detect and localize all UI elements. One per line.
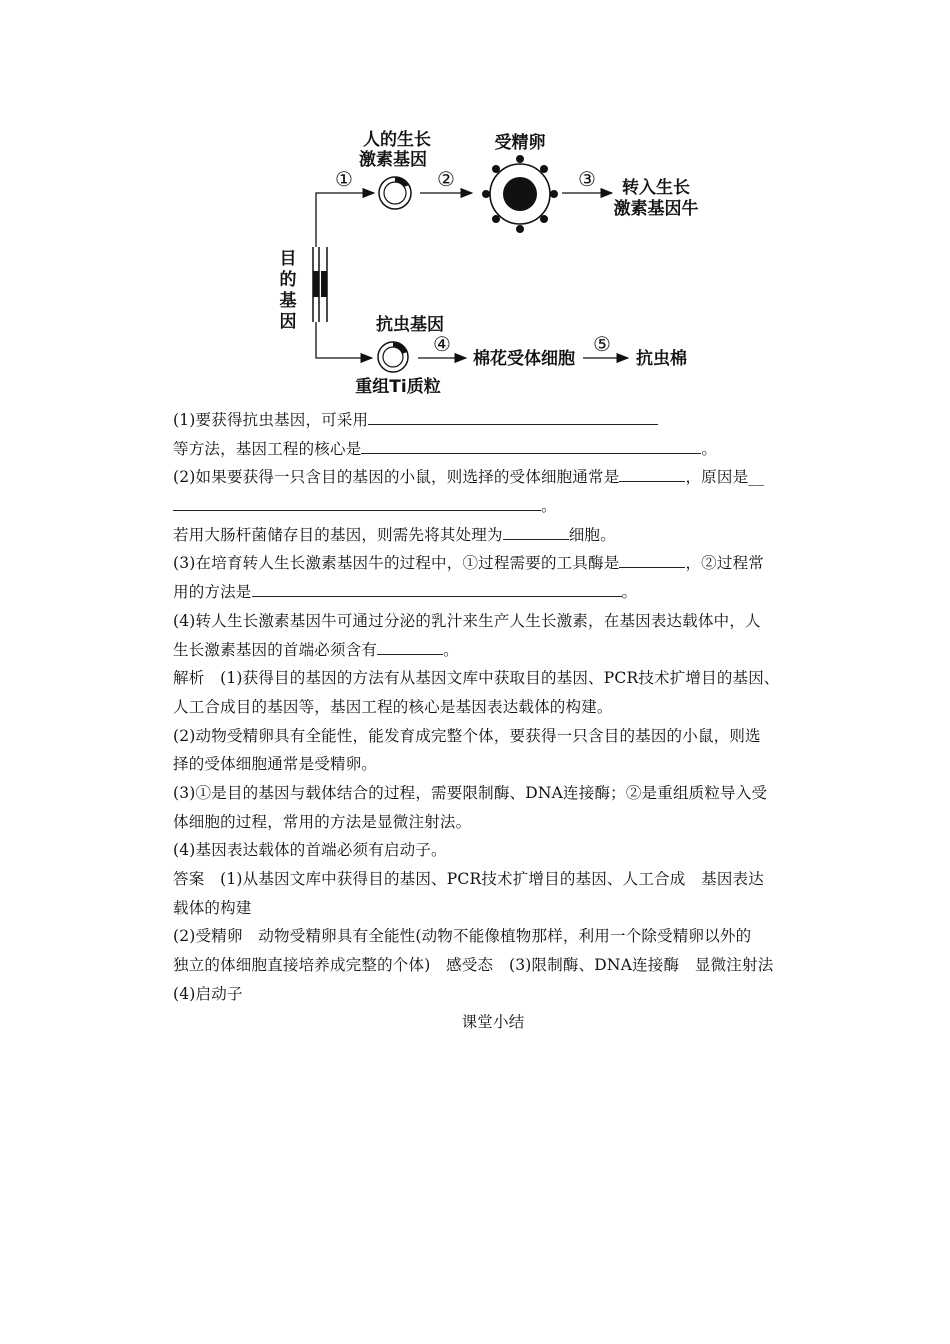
top-plasmid-label-2: 激素基因 [359, 150, 427, 170]
analysis-line: 人工合成目的基因等，基因工程的核心是基因表达载体的构建。 [173, 697, 613, 716]
gene-engineering-diagram [0, 0, 950, 400]
analysis-line: (3)①是目的基因与载体结合的过程，需要限制酶、DNA连接酶；②是重组质粒导入受 [173, 783, 768, 802]
question-and-answer-text [173, 406, 813, 1037]
branch-top-arrow [316, 193, 374, 247]
text-line: 等方法，基因工程的核心是 。 [173, 435, 813, 464]
top-product-label-1: 转入生长 [622, 178, 690, 198]
ti-plasmid-icon [378, 342, 408, 372]
answer-line: 独立的体细胞直接培养成完整的个体) 感受态 (3)限制酶、DNA连接酶 显微注射法 [173, 956, 774, 975]
bottom-plasmid-label: 重组Ti质粒 [355, 377, 441, 397]
answer-blank[interactable] [503, 523, 569, 540]
text-line: (2)如果要获得一只含目的基因的小鼠，则选择的受体细胞通常是 ，原因是__ [173, 463, 813, 492]
gene-label-2: 的 [279, 270, 297, 290]
gene-label-1: 目 [279, 249, 297, 269]
text-line: 。 [173, 492, 813, 521]
gene-label-3: 基 [279, 291, 297, 311]
target-gene-strand [313, 247, 327, 322]
answer-blank[interactable] [361, 437, 701, 454]
analysis-line: (2)动物受精卵具有全能性，能发育成完整个体，要获得一只含目的基因的小鼠，则选 [173, 726, 761, 745]
cotton-cell-label: 棉花受体细胞 [473, 349, 575, 369]
text-line: 生长激素基因的首端必须含有 。 [173, 636, 813, 665]
step-3-label: ③ [578, 167, 596, 191]
answer-blank[interactable] [619, 551, 685, 568]
step-4-label: ④ [433, 332, 451, 356]
top-plasmid-label-1: 人的生长 [363, 130, 431, 150]
answer-line: (2)受精卵 动物受精卵具有全能性(动物不能像植物那样，利用一个除受精卵以外的 [173, 927, 752, 946]
top-plasmid-icon [379, 177, 411, 209]
answer-blank[interactable] [377, 638, 443, 655]
step-2-label: ② [437, 167, 455, 191]
text-line: 用的方法是 。 [173, 578, 813, 607]
egg-label: 受精卵 [494, 133, 546, 153]
branch-bottom-arrow [316, 322, 372, 358]
answer-line: 载体的构建 [173, 898, 252, 917]
answer-blank[interactable] [368, 408, 658, 425]
gene-label-4: 因 [279, 312, 297, 332]
text-line: (4)转人生长激素基因牛可通过分泌的乳汁来生产人生长激素，在基因表达载体中，人 [173, 611, 761, 630]
section-title: 课堂小结 [461, 1013, 525, 1032]
analysis-line: 解析 (1)获得目的基因的方法有从基因文库中获取目的基因、PCR技术扩增目的基因、 [173, 669, 780, 688]
answer-blank[interactable] [619, 465, 685, 482]
top-product-label-2: 激素基因牛 [613, 199, 699, 219]
answer-blank[interactable] [252, 580, 622, 597]
answer-blank[interactable] [173, 494, 541, 511]
text-line: (1)要获得抗虫基因，可采用 [173, 406, 813, 435]
text-line: 若用大肠杆菌储存目的基因，则需先将其处理为 细胞。 [173, 521, 813, 550]
analysis-line: 择的受体细胞通常是受精卵。 [173, 755, 378, 774]
bottom-gene-label: 抗虫基因 [376, 315, 444, 335]
text-line: (3)在培育转人生长激素基因牛的过程中，①过程需要的工具酶是 ，②过程常 [173, 549, 813, 578]
step-5-label: ⑤ [593, 332, 611, 356]
answer-line: 答案 (1)从基因文库中获得目的基因、PCR技术扩增目的基因、人工合成 基因表达 [173, 870, 764, 888]
analysis-line: 体细胞的过程，常用的方法是显微注射法。 [173, 812, 472, 831]
answer-line: (4)启动子 [173, 984, 243, 1003]
bottom-product-label: 抗虫棉 [636, 349, 687, 369]
fertilized-egg-icon [482, 155, 558, 233]
step-1-label: ① [335, 167, 353, 191]
analysis-line: (4)基因表达载体的首端必须有启动子。 [173, 841, 447, 860]
